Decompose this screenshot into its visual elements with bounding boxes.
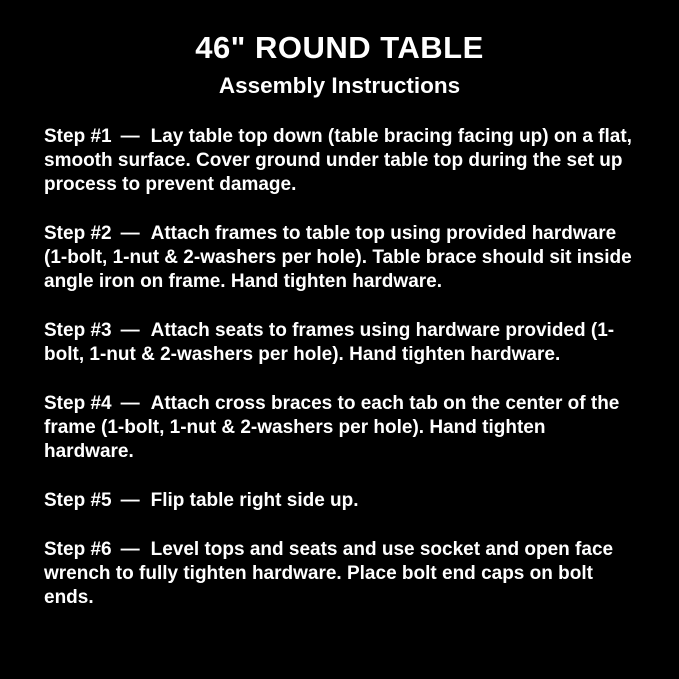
step-1 [44, 125, 635, 197]
page-subtitle: Assembly Instructions [218, 72, 461, 98]
step-5 [44, 489, 635, 513]
step-3-text: Attach seats to frames using hardware provided (1-bolt, 1-nut & 2-washers per hole). Hand tighten hardware. [44, 319, 615, 365]
step-2 [44, 222, 635, 294]
step-1-dash: — [120, 125, 140, 147]
step-6 [44, 538, 635, 610]
step-4 [44, 392, 635, 464]
step-1-text: Lay table top down (table bracing facing up) on a flat, smooth surface. Cover ground under table top during the set up process to prevent damage. [44, 125, 632, 195]
step-2-text: Attach frames to table top using provided hardware (1-bolt, 1-nut & 2-washers per hole). Table brace should sit inside angle iron on frame. Hand tighten hardware. [44, 222, 632, 292]
step-4-text: Attach cross braces to each tab on the center of the frame (1-bolt, 1-nut & 2-washers per hole). Hand tighten hardware. [44, 392, 620, 462]
step-4-label: Step #4 [44, 392, 112, 414]
step-6-dash: — [120, 538, 140, 560]
step-4-dash: — [120, 392, 140, 414]
step-3 [44, 319, 635, 367]
page-title: 46" ROUND TABLE [195, 30, 484, 65]
step-3-dash: — [120, 319, 140, 341]
step-2-dash: — [120, 222, 140, 244]
step-3-label: Step #3 [44, 319, 112, 341]
step-5-label: Step #5 [44, 489, 112, 511]
step-6-label: Step #6 [44, 538, 112, 560]
step-2-label: Step #2 [44, 222, 112, 244]
step-5-text: Flip table right side up. [150, 489, 359, 511]
step-6-text: Level tops and seats and use socket and open face wrench to fully tighten hardware. Place bolt end caps on bolt ends. [44, 538, 614, 608]
step-5-dash: — [120, 489, 140, 511]
step-1-label: Step #1 [44, 125, 112, 147]
